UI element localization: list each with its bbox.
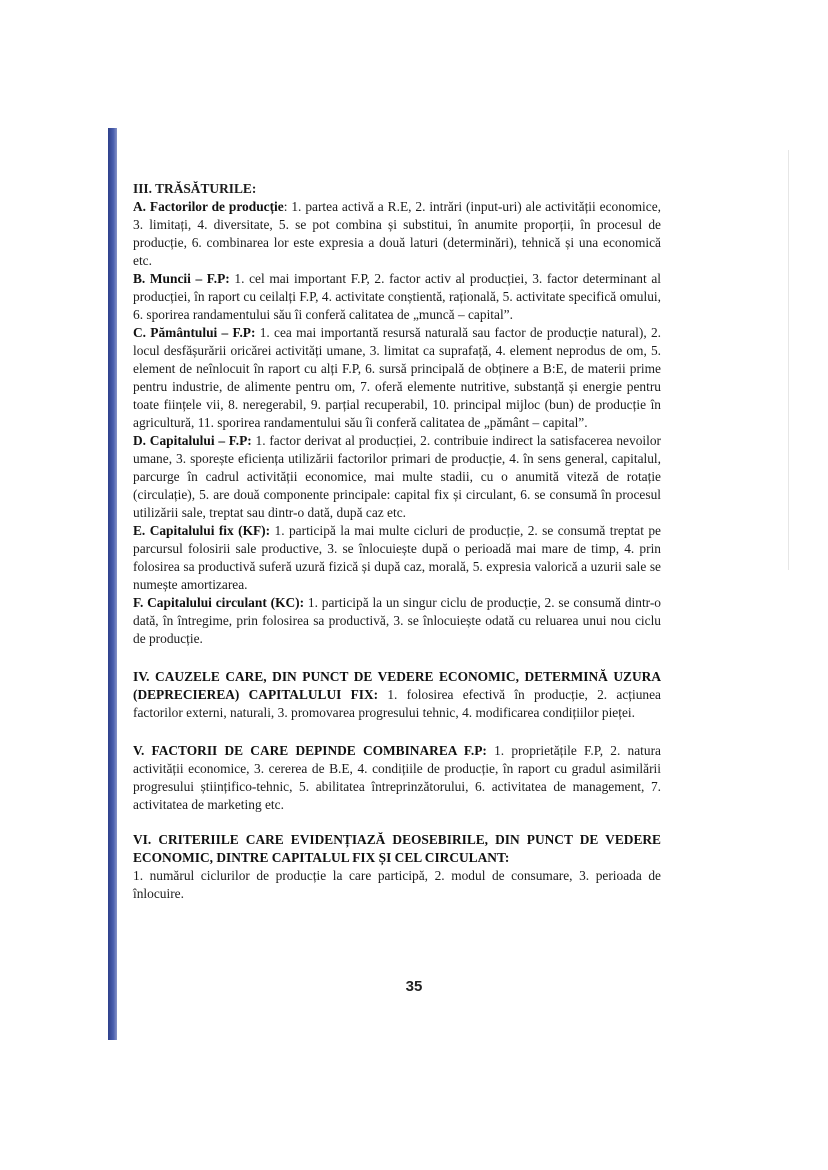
paragraph-e-label: E. Capitalului fix (KF): (133, 523, 271, 538)
paragraph-a-label: A. Factorilor de producție (133, 199, 284, 214)
paragraph-b-label: B. Muncii – F.P: (133, 271, 230, 286)
section-6-heading: VI. CRITERIILE CARE EVIDENȚIAZĂ DEOSEBIRILE, DIN PUNCT DE VEDERE ECONOMIC, DINTRE CAPITALUL FIX ȘI CEL CIRCULANT: (133, 832, 661, 865)
section-6 (133, 831, 661, 903)
paragraph-f (133, 594, 661, 648)
paragraph-a-text: 1. partea activă a R.E, 2. intrări (input-uri) ale activității economice, 3. limitați, 4. diversitate, 5. se pot combina și substitui, în anumite proporții, în procesul de producție, 6. combinarea lor este expresia a două laturi (determinări), tehnică și una economică etc. (133, 199, 662, 268)
paragraph-d-label: D. Capitalului – F.P: (133, 433, 252, 448)
paragraph-c-text: 1. cea mai importantă resursă naturală sau factor de producție natural), 2. locul desfășurării oricărei activități umane, 3. limitat ca suprafață, 4. element neprodus de om, 5. element de neînlocuit în raport cu alți F.P, 6. sursă principală de obținere a B:E, de materii prime pentru industrie, de alimente pentru om, 7. oferă elemente nutritive, substanță și energie pentru toate ființele vii, 8. neregerabil, 9. parțial recuperabil, 10. principal mijloc (bun) de producție în agricultură, 11. sporirea randamentului său îi conferă calitatea de „pământ – capital”. (133, 325, 661, 430)
paragraph-c-label: C. Pământului – F.P: (133, 325, 256, 340)
page-edge-line (788, 150, 789, 570)
paragraph-f-text: 1. participă la un singur ciclu de producție, 2. se consumă dintr-o dată, în întregime, prin folosirea sa productivă, 3. se înlocuiește odată cu reluarea unui nou ciclu de producție. (133, 595, 662, 646)
binding-strip (108, 128, 117, 1040)
section-4-heading: IV. CAUZELE CARE, DIN PUNCT DE VEDERE ECONOMIC, DETERMINĂ UZURA (DEPRECIEREA) CAPITALULUI FIX: (133, 669, 661, 702)
paragraph-f-label: F. Capitalului circulant (KC): (133, 595, 305, 610)
paragraph-b-text: 1. cel mai important F.P, 2. factor activ al producției, 3. factor determinant al producției, în raport cu ceilalți F.P, 4. activitate conștientă, rațională, 5. activitate specifică omului, 6. sporirea randamentului său îi conferă calitatea de „muncă – capital”. (133, 271, 661, 322)
paragraph-a: A. Factorilor de producție: 1. partea activă a R.E, 2. intrări (input-uri) ale activității economice, 3. limitați, 4. diversitate, 5. se pot combina și substitui, în anumite proporții, în procesul de producție, 6. combinarea lor este expresia a două laturi (determinări), tehnică și una economică etc. (133, 199, 662, 268)
paragraph-e (133, 522, 661, 594)
section-5-heading: V. FACTORII DE CARE DEPINDE COMBINAREA F.P: (133, 743, 487, 758)
paragraph-d (133, 432, 661, 522)
section-4 (133, 668, 661, 722)
section-6-text: 1. numărul ciclurilor de producție la care participă, 2. modul de consumare, 3. perioada de înlocuire. (133, 868, 661, 901)
paragraph-b (133, 270, 661, 324)
section-5-text: 1. proprietățile F.P, 2. natura activității economice, 3. cererea de B.E, 4. condițiile de producție, în raport cu gradul asimilării progresului științifico-tehnic, 5. abilitatea întreprinzătorului, 6. activitatea de management, 7. activitatea de marketing etc. (133, 743, 661, 812)
paragraph-c (133, 324, 661, 432)
paragraph-d-text: 1. factor derivat al producției, 2. contribuie indirect la satisfacerea nevoilor umane, 3. sporește eficiența utilizării factorilor primari de producție, 4. în sens general, capitalul, parcurge în cadrul activității economice, mai multe stadii, cu o anumită viteză de rotație (circulație), 5. are două componente principale: capital fix și circulant, 6. se consumă în procesul utilizării sale, treptat sau dintr-o dată, după caz etc. (133, 433, 661, 520)
section-3-heading: III. TRĂSĂTURILE: (133, 181, 257, 196)
section-4-text: 1. folosirea efectivă în producție, 2. acțiunea factorilor externi, naturali, 3. promovarea progresului tehnic, 4. modificarea condițiilor pieței. (133, 687, 661, 720)
paragraph-e-text: 1. participă la mai multe cicluri de producție, 2. se consumă treptat pe parcursul folosirii sale productive, 3. se înlocuiește după o perioadă mai mare de timp, 4. prin folosirea sa productivă suferă uzură fizică și după caz, morală, 5. expresia valorică a uzurii sale se numește amortizarea. (133, 523, 661, 592)
page-number: 35 (405, 978, 423, 995)
document-page (133, 180, 661, 903)
section-5 (133, 742, 661, 814)
